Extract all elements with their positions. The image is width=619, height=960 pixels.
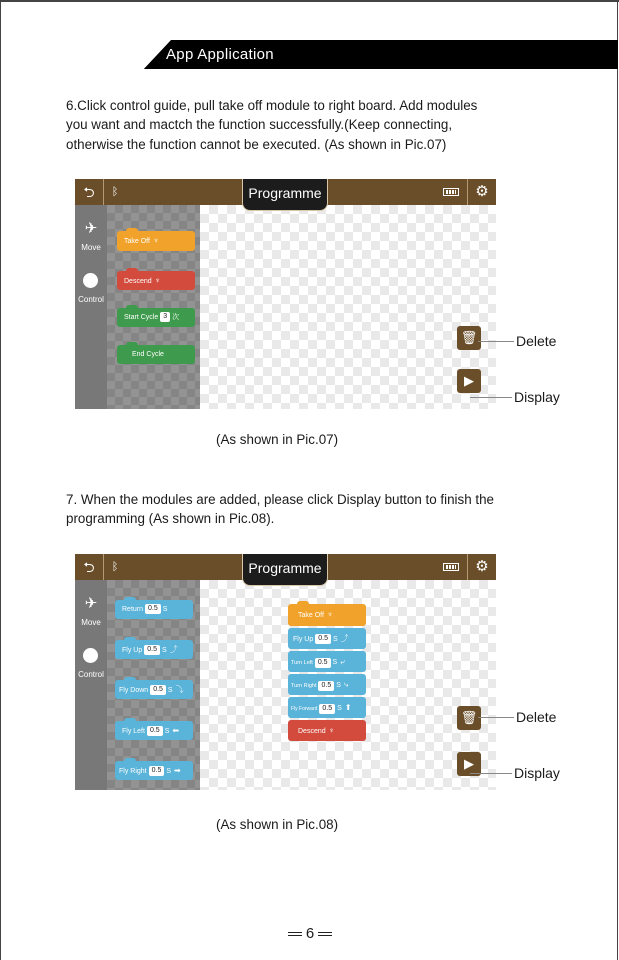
- pic08-caption: (As shown in Pic.08): [216, 817, 339, 832]
- header-slant-decoration: [1, 40, 171, 69]
- program-block-take-off[interactable]: Take Off ♆: [288, 604, 366, 626]
- palette-block-fly-down[interactable]: Fly Down 0.5 S ⤵: [115, 680, 193, 699]
- bluetooth-icon[interactable]: ᛒ: [111, 186, 119, 198]
- back-icon[interactable]: ⮌: [83, 559, 95, 575]
- cycle-count-field: 3: [160, 312, 170, 322]
- step6-line: otherwise the function cannot be executed. (As shown in Pic.07): [66, 136, 447, 152]
- pic07-caption: (As shown in Pic.07): [216, 432, 339, 447]
- step7-line: programming (As shown in Pic.08).: [66, 511, 275, 527]
- battery-icon: [443, 188, 459, 196]
- delete-callout-line: [478, 717, 514, 718]
- arrow-left-icon: ⬅: [172, 726, 180, 735]
- step7-instructions: [66, 490, 566, 529]
- turn-right-icon: ⤷: [343, 680, 349, 689]
- page-number-dash-right: [318, 932, 332, 936]
- display-play-icon[interactable]: ▶: [457, 369, 481, 393]
- drone-icon: ♆: [154, 276, 161, 285]
- pic08-screenshot: [75, 554, 496, 790]
- palette-block-return[interactable]: Return 0.5 S: [115, 600, 193, 619]
- category-control-label[interactable]: Control: [78, 295, 104, 304]
- page-number-dash-left: [288, 932, 302, 936]
- step6-line: 6.Click control guide, pull take off module to right board. Add modules: [66, 98, 478, 113]
- step7-line: 7. When the modules are added, please click Display button to finish the: [66, 492, 495, 507]
- plane-icon[interactable]: ✈: [84, 595, 98, 612]
- page-border-top: [0, 0, 619, 2]
- programme-tab-title: Programme: [242, 554, 328, 586]
- control-circle-icon[interactable]: [83, 648, 98, 663]
- display-callout-label: Display: [514, 765, 560, 781]
- page-border-left: [0, 0, 1, 960]
- programme-tab-title: Programme: [242, 179, 328, 211]
- block-palette: [107, 205, 200, 409]
- delete-trash-icon[interactable]: 🗑: [457, 706, 481, 730]
- delete-trash-icon[interactable]: 🗑: [457, 326, 481, 350]
- palette-block-take-off[interactable]: Take Off ♆: [117, 231, 195, 251]
- category-control-label[interactable]: Control: [78, 670, 104, 679]
- category-sidebar: [75, 205, 107, 409]
- drone-icon: ♆: [328, 726, 335, 735]
- palette-block-fly-left[interactable]: Fly Left 0.5 S ⬅: [115, 721, 193, 740]
- plane-icon[interactable]: ✈: [84, 220, 98, 237]
- category-move-label[interactable]: Move: [81, 618, 101, 627]
- program-block-turn-right[interactable]: Turn Right 0.5 S ⤷: [288, 674, 366, 695]
- toolbar-divider: [467, 554, 468, 580]
- program-block-fly-forward[interactable]: Fly Forward 0.5 S ⬆: [288, 697, 366, 718]
- category-sidebar: [75, 580, 107, 790]
- program-block-fly-up[interactable]: Fly Up 0.5 S ⤴: [288, 628, 366, 649]
- drone-icon: ♆: [326, 610, 333, 619]
- arrow-down-icon: ⤵: [175, 685, 184, 694]
- program-block-turn-left[interactable]: Turn Left 0.5 S ⤶: [288, 651, 366, 672]
- programming-canvas[interactable]: [200, 205, 496, 409]
- delete-callout-line: [478, 341, 514, 342]
- step6-instructions: [66, 96, 566, 154]
- display-callout-line: [470, 773, 512, 774]
- bluetooth-icon[interactable]: ᛒ: [111, 561, 119, 573]
- gear-icon[interactable]: ⚙: [475, 558, 489, 575]
- palette-block-start-cycle[interactable]: Start Cycle 3 次: [117, 308, 195, 327]
- section-title: App Application: [166, 46, 274, 63]
- arrow-up-icon: ⤴: [169, 645, 178, 654]
- arrow-up-icon: ⤴: [340, 634, 349, 643]
- delete-callout-label: Delete: [516, 709, 557, 725]
- toolbar-divider: [103, 554, 104, 580]
- turn-left-icon: ⤶: [340, 657, 345, 666]
- page-number-value: 6: [305, 925, 315, 942]
- display-callout-line: [470, 397, 512, 398]
- drone-icon: ♆: [152, 236, 159, 245]
- control-circle-icon[interactable]: [83, 273, 98, 288]
- palette-block-descend[interactable]: Descend ♆: [117, 271, 195, 290]
- palette-block-end-cycle[interactable]: End Cycle: [117, 345, 195, 364]
- block-palette: [107, 580, 200, 790]
- battery-icon: [443, 563, 459, 571]
- arrow-up-icon: ⬆: [344, 703, 352, 712]
- section-header-bar: [1, 40, 618, 69]
- page-number: [280, 925, 340, 942]
- category-move-label[interactable]: Move: [81, 243, 101, 252]
- palette-block-fly-right[interactable]: Fly Right 0.5 S ➡: [115, 761, 193, 780]
- back-icon[interactable]: ⮌: [83, 184, 95, 200]
- page-border-right: [617, 0, 618, 960]
- toolbar-divider: [467, 179, 468, 205]
- program-block-descend[interactable]: Descend ♆: [288, 720, 366, 741]
- toolbar-divider: [103, 179, 104, 205]
- display-play-icon[interactable]: ▶: [457, 752, 481, 776]
- arrow-right-icon: ➡: [174, 766, 181, 775]
- step6-line: you want and mactch the function successfully.(Keep connecting,: [66, 117, 453, 133]
- pic07-screenshot: [75, 179, 496, 409]
- gear-icon[interactable]: ⚙: [475, 183, 489, 200]
- delete-callout-label: Delete: [516, 333, 557, 349]
- palette-block-fly-up[interactable]: Fly Up 0.5 S ⤴: [115, 640, 193, 659]
- display-callout-label: Display: [514, 389, 560, 405]
